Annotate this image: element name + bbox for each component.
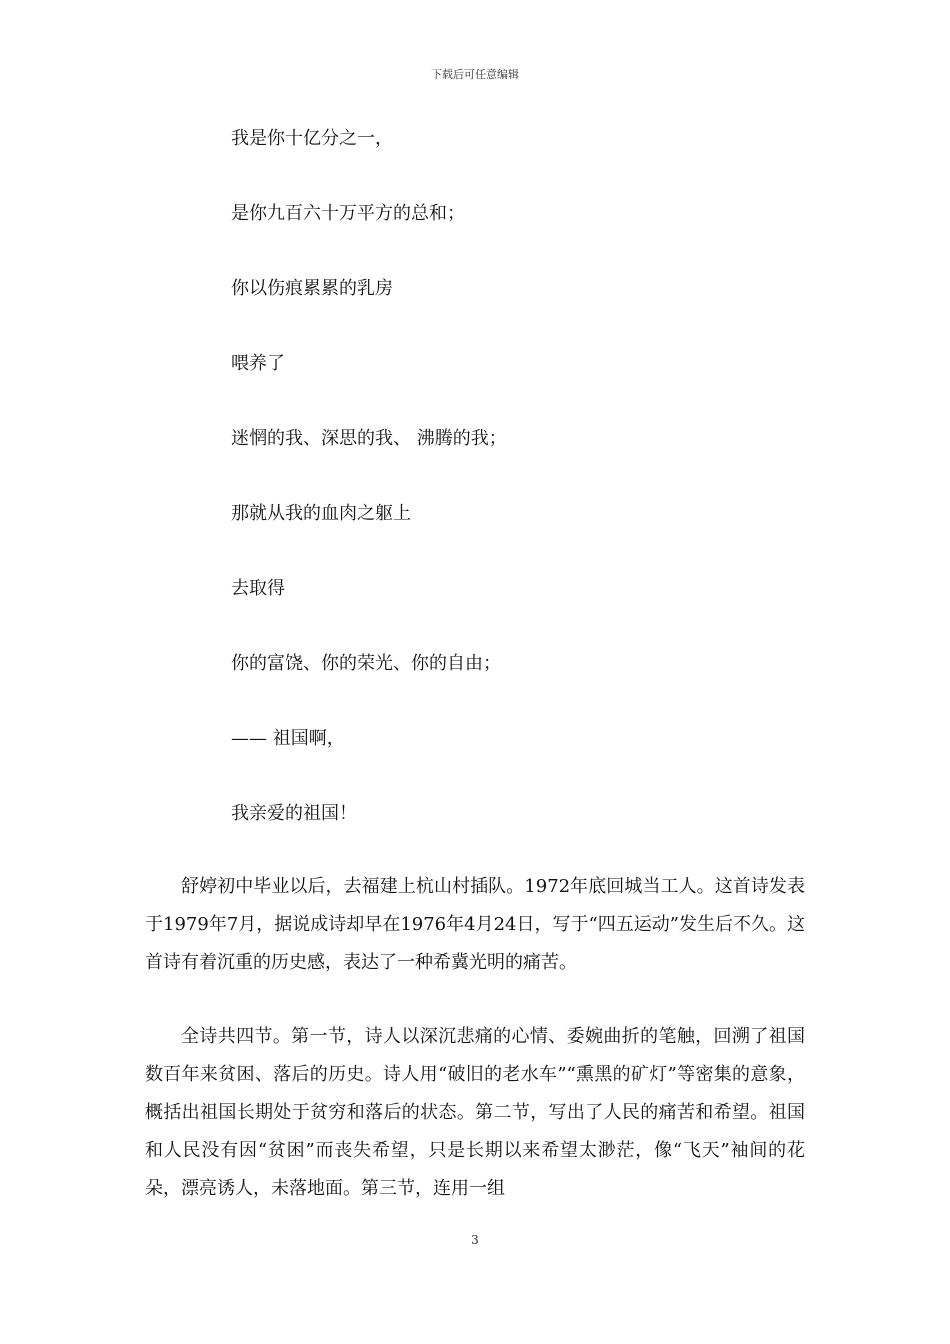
poem-line: 我亲爱的祖国！ <box>231 803 357 824</box>
page-header: 下载后可任意编辑 <box>431 68 519 81</box>
body-paragraph: 舒婷初中毕业以后，去福建上杭山村插队。1972年底回城当工人。这首诗发表于1979年7月，据说成诗却早在1976年4月24日，写于“四五运动”发生后不久。这首诗有着沉重的历史感，表达了一种希冀光明的痛苦。 <box>145 876 805 973</box>
poem-line: 是你九百六十万平方的总和； <box>231 203 465 224</box>
page-number: 3 <box>471 1233 479 1247</box>
poem-line: 你以伤痕累累的乳房 <box>231 278 393 299</box>
body-paragraph: 全诗共四节。第一节，诗人以深沉悲痛的心情、委婉曲折的笔触，回溯了祖国数百年来贫困、落后的历史。诗人用“破旧的老水车”“熏黑的矿灯”等密集的意象，概括出祖国长期处于贫穷和落后的状态。第二节，写出了人民的痛苦和希望。祖国和人民没有因“贫困”而丧失希望，只是长期以来希望太渺茫，像“飞天”袖间的花朵，漂亮诱人，未落地面。第三节，连用一组 <box>145 1026 805 1199</box>
poem-line: 我是你十亿分之一， <box>231 128 393 149</box>
poem-line: 去取得 <box>231 578 285 599</box>
poem-line: 那就从我的血肉之躯上 <box>231 503 411 524</box>
poem-line: 你的富饶、你的荣光、你的自由； <box>231 653 501 674</box>
poem-line: —— 祖国啊， <box>231 728 345 749</box>
poem-line: 迷惘的我、深思的我、 沸腾的我； <box>231 428 507 449</box>
poem-line: 喂养了 <box>231 353 285 374</box>
poem-block <box>231 126 507 876</box>
